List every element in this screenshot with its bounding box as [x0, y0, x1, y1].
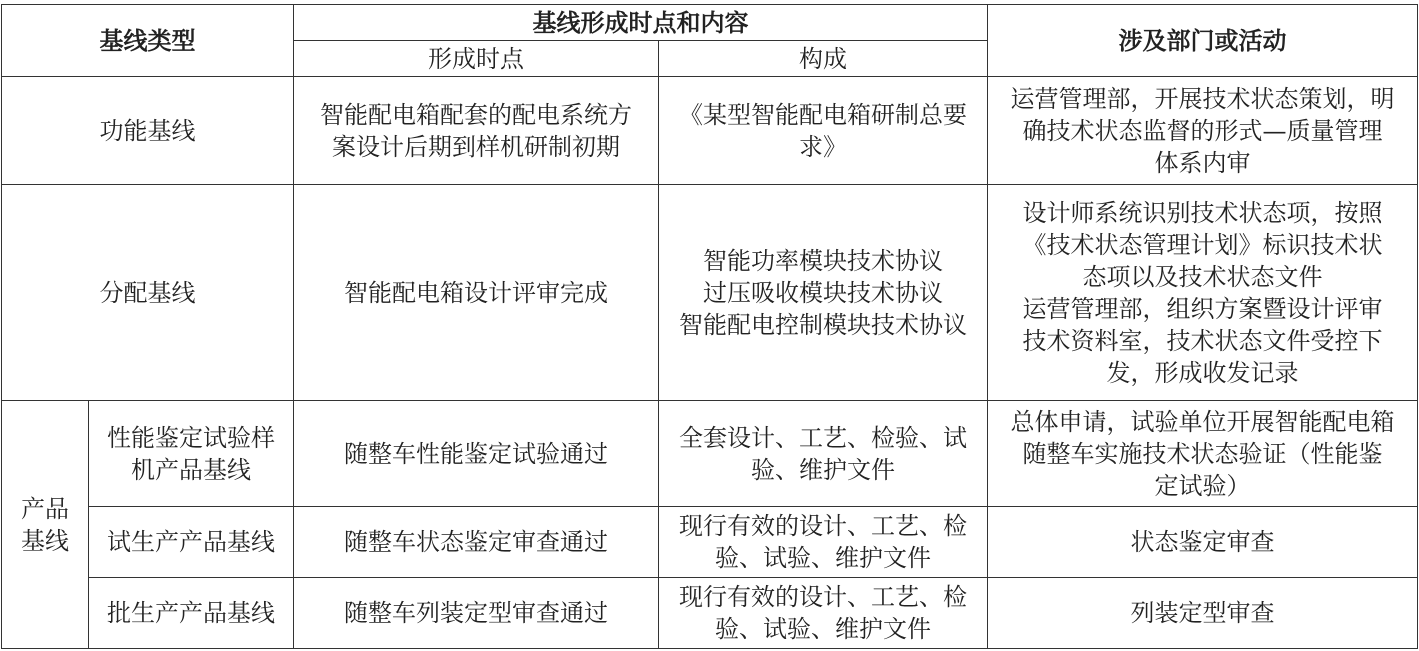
table-row: [2, 578, 1418, 649]
formation-time-cell: 智能配电箱配套的配电系统方 案设计后期到样机研制初期: [294, 77, 659, 185]
formation-time-cell: 随整车列装定型审查通过: [294, 578, 659, 649]
table-row: [2, 77, 1418, 185]
departments-cell: 列装定型审查: [988, 578, 1418, 649]
departments-cell: 总体申请，试验单位开展智能配电箱 随整车实施技术状态验证（性能鉴 定试验）: [988, 401, 1418, 507]
composition-cell: 现行有效的设计、工艺、检 验、试验、维护文件: [659, 507, 988, 578]
composition-cell: 《某型智能配电箱研制总要 求》: [659, 77, 988, 185]
composition-cell: 现行有效的设计、工艺、检 验、试验、维护文件: [659, 578, 988, 649]
departments-cell: 设计师系统识别技术状态项，按照 《技术状态管理计划》标识技术状 态项以及技术状态文件 运营管理部，组织方案暨设计评审 技术资料室，技术状态文件受控下 发，形成收发记录: [988, 185, 1418, 401]
composition-cell: 全套设计、工艺、检验、试 验、维护文件: [659, 401, 988, 507]
baseline-table: [1, 4, 1418, 649]
header-departments: 涉及部门或活动: [988, 5, 1418, 77]
header-formation-time: 形成时点: [294, 41, 659, 77]
header-formation: 基线形成时点和内容: [294, 5, 988, 41]
formation-time-cell: 随整车性能鉴定试验通过: [294, 401, 659, 507]
header-baseline-type: 基线类型: [2, 5, 294, 77]
composition-cell: 智能功率模块技术协议 过压吸收模块技术协议 智能配电控制模块技术协议: [659, 185, 988, 401]
baseline-type-cell: 试生产产品基线: [89, 507, 294, 578]
baseline-type-cell: 性能鉴定试验样 机产品基线: [89, 401, 294, 507]
formation-time-cell: 智能配电箱设计评审完成: [294, 185, 659, 401]
table-row: [2, 185, 1418, 401]
departments-cell: 状态鉴定审查: [988, 507, 1418, 578]
baseline-type-cell: 功能基线: [2, 77, 294, 185]
departments-cell: 运营管理部，开展技术状态策划，明 确技术状态监督的形式—质量管理 体系内审: [988, 77, 1418, 185]
header-composition: 构成: [659, 41, 988, 77]
formation-time-cell: 随整车状态鉴定审查通过: [294, 507, 659, 578]
table-row: [2, 401, 1418, 507]
product-baseline-group-cell: 产品 基线: [2, 401, 89, 649]
baseline-type-cell: 批生产产品基线: [89, 578, 294, 649]
baseline-type-cell: 分配基线: [2, 185, 294, 401]
table-row: [2, 507, 1418, 578]
